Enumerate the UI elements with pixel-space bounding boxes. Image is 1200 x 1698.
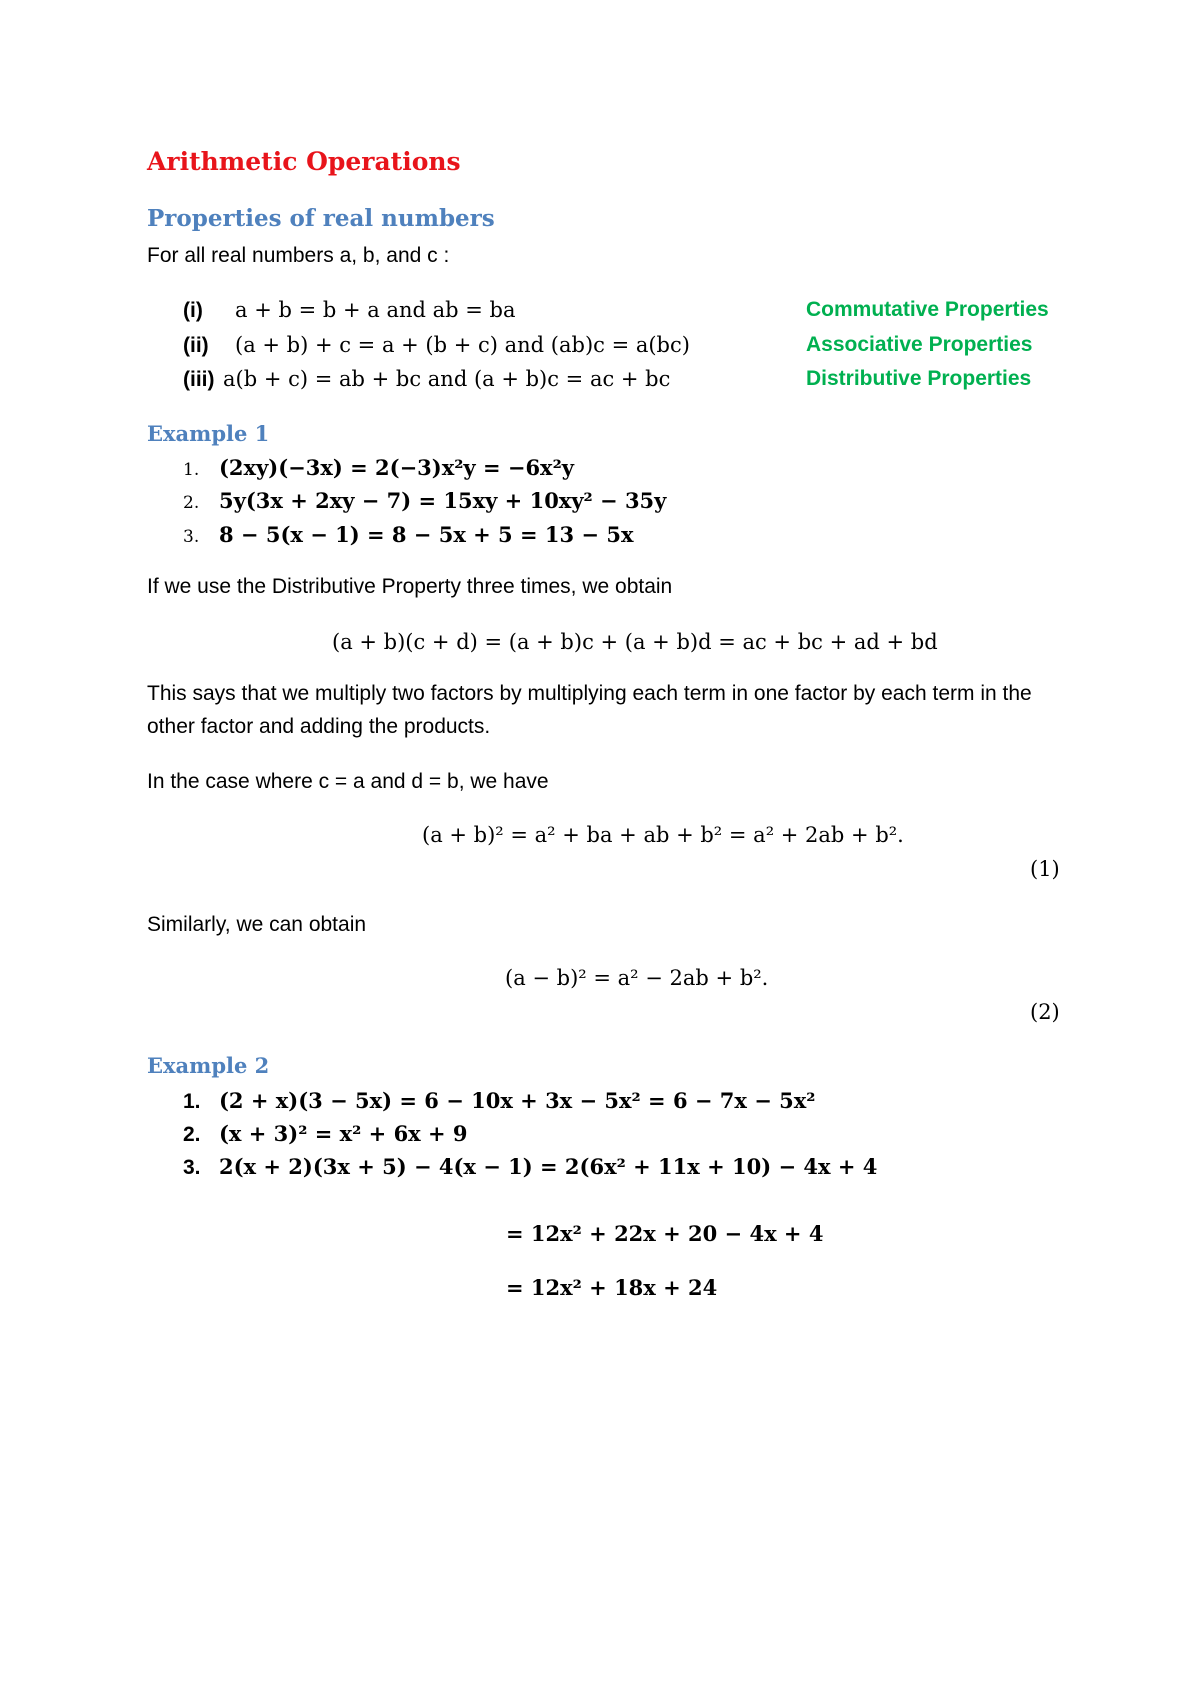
list-number: 1. xyxy=(183,1090,201,1113)
equation-2-number: (2) xyxy=(1030,1000,1060,1024)
property-equation: (a + b) + c = a + (b + c) and (ab)c = a(bc) xyxy=(235,333,690,357)
property-name-commutative: Commutative Properties xyxy=(806,298,1049,321)
list-equation: 8 − 5(x − 1) = 8 − 5x + 5 = 13 − 5x xyxy=(219,522,634,547)
section-heading: Properties of real numbers xyxy=(147,205,495,232)
case-text: In the case where c = a and d = b, we have xyxy=(147,770,549,793)
distributive-intro: If we use the Distributive Property three times, we obtain xyxy=(147,575,673,598)
list-number: 3. xyxy=(183,1156,201,1179)
example-2-continuation-1: = 12x² + 22x + 20 − 4x + 4 xyxy=(506,1221,824,1246)
example-1-item-2 xyxy=(183,488,666,514)
example-2-item-3 xyxy=(183,1154,877,1180)
example-1-item-3 xyxy=(183,522,633,548)
equation-1-number: (1) xyxy=(1030,857,1060,881)
property-row-3: (iii) a(b + c) = ab + bc and (a + b)c = ac + bc xyxy=(183,367,671,391)
intro-text: For all real numbers a, b, and c : xyxy=(147,244,450,267)
list-equation: (x + 3)² = x² + 6x + 9 xyxy=(219,1121,468,1146)
distributive-equation: (a + b)(c + d) = (a + b)c + (a + b)d = ac + bc + ad + bd xyxy=(332,630,938,654)
example-2-item-1 xyxy=(183,1088,815,1114)
example-2-heading: Example 2 xyxy=(147,1053,270,1078)
list-number: 2. xyxy=(183,493,200,513)
list-number: 2. xyxy=(183,1123,201,1146)
equation-2: (a − b)² = a² − 2ab + b². xyxy=(505,966,769,990)
property-name-distributive: Distributive Properties xyxy=(806,367,1032,390)
example-1-item-1 xyxy=(183,455,574,481)
list-equation: (2 + x)(3 − 5x) = 6 − 10x + 3x − 5x² = 6 − 7x − 5x² xyxy=(219,1088,816,1113)
document-title: Arithmetic Operations xyxy=(147,147,461,176)
similarly-text: Similarly, we can obtain xyxy=(147,913,367,936)
explanation-paragraph: This says that we multiply two factors by multiplying each term in one factor by each term in the other factor and adding the products. xyxy=(147,682,1032,738)
list-equation: (2xy)(−3x) = 2(−3)x²y = −6x²y xyxy=(219,455,574,480)
property-name-associative: Associative Properties xyxy=(806,333,1033,356)
property-label: (i) xyxy=(183,299,203,322)
list-number: 1. xyxy=(183,460,200,480)
equation-1: (a + b)² = a² + ba + ab + b² = a² + 2ab + b². xyxy=(422,823,904,847)
property-equation: a + b = b + a and ab = ba xyxy=(235,298,516,322)
property-row-1 xyxy=(183,298,515,323)
example-1-heading: Example 1 xyxy=(147,421,270,446)
list-number: 3. xyxy=(183,527,200,547)
list-equation: 5y(3x + 2xy − 7) = 15xy + 10xy² − 35y xyxy=(219,488,667,513)
list-equation: 2(x + 2)(3x + 5) − 4(x − 1) = 2(6x² + 11x + 10) − 4x + 4 xyxy=(219,1154,878,1179)
example-2-continuation-2: = 12x² + 18x + 24 xyxy=(506,1275,718,1300)
property-row-2 xyxy=(183,333,690,358)
property-label: (ii) xyxy=(183,334,209,357)
property-equation: a(b + c) = ab + bc and (a + b)c = ac + bc xyxy=(223,367,671,391)
example-2-item-2 xyxy=(183,1121,468,1147)
